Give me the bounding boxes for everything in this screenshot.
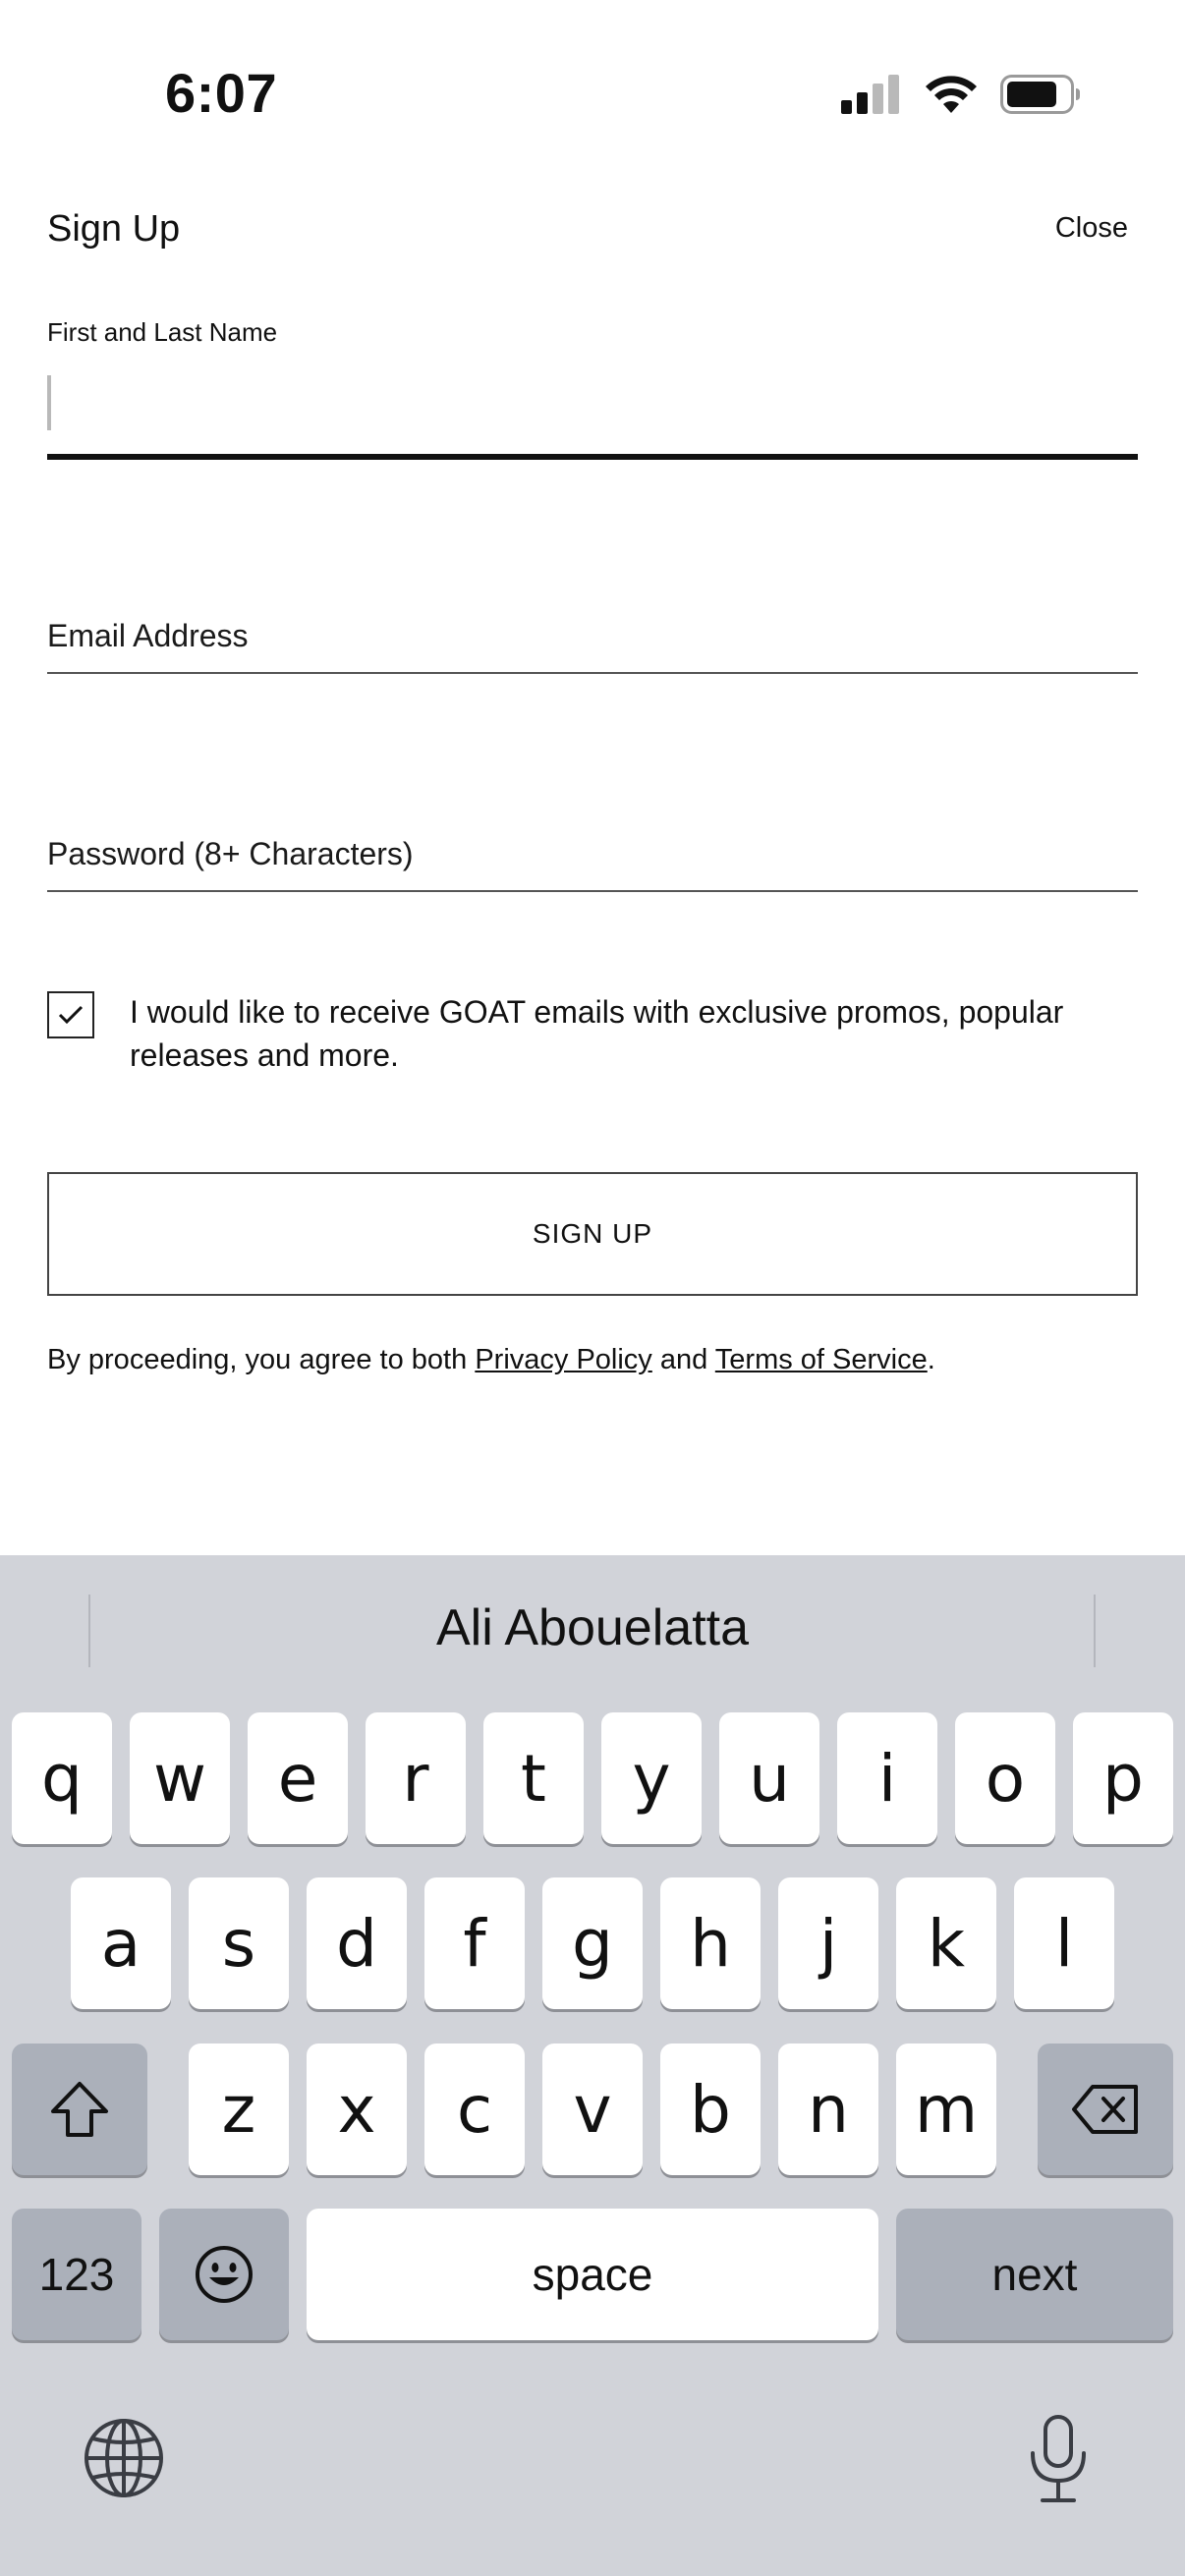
key-c[interactable]: c <box>424 2044 525 2175</box>
numbers-key[interactable]: 123 <box>12 2209 141 2340</box>
name-field-underline <box>47 454 1138 460</box>
key-o[interactable]: o <box>955 1712 1055 1844</box>
suggestion-divider-right <box>1094 1595 1096 1667</box>
key-w[interactable]: w <box>130 1712 230 1844</box>
status-time: 6:07 <box>165 62 278 124</box>
shift-arrow-icon <box>49 2080 110 2139</box>
key-r[interactable]: r <box>366 1712 466 1844</box>
suggestion-bar <box>0 1555 1185 1703</box>
key-s[interactable]: s <box>189 1877 289 2009</box>
legal-suffix: . <box>927 1344 935 1375</box>
key-x[interactable]: x <box>307 2044 407 2175</box>
key-k[interactable]: k <box>896 1877 996 2009</box>
key-v[interactable]: v <box>542 2044 643 2175</box>
key-t[interactable]: t <box>483 1712 584 1844</box>
key-i[interactable]: i <box>837 1712 937 1844</box>
key-y[interactable]: y <box>601 1712 702 1844</box>
key-d[interactable]: d <box>307 1877 407 2009</box>
key-m[interactable]: m <box>896 2044 996 2175</box>
autofill-suggestion[interactable]: Ali Abouelatta <box>435 1599 750 1656</box>
status-icons <box>841 73 1081 116</box>
microphone-icon[interactable] <box>1027 2414 1090 2504</box>
page-title: Sign Up <box>47 208 181 250</box>
key-g[interactable]: g <box>542 1877 643 2009</box>
key-u[interactable]: u <box>719 1712 819 1844</box>
close-button[interactable]: Close <box>1054 212 1128 244</box>
emoji-icon <box>194 2244 254 2305</box>
name-input[interactable] <box>47 364 1138 454</box>
backspace-icon <box>1071 2084 1140 2135</box>
newsletter-label: I would like to receive GOAT emails with exclusive promos, popular releases and more. <box>130 994 1064 1073</box>
sign-up-button[interactable]: SIGN UP <box>47 1172 1138 1296</box>
next-key[interactable]: next <box>896 2209 1173 2340</box>
key-f[interactable]: f <box>424 1877 525 2009</box>
globe-icon[interactable] <box>83 2417 165 2499</box>
email-field-underline <box>47 672 1138 674</box>
legal-middle: and <box>651 1344 715 1375</box>
newsletter-checkbox[interactable] <box>47 991 94 1038</box>
password-field-underline <box>47 890 1138 892</box>
shift-key[interactable] <box>12 2044 147 2175</box>
checkmark-icon <box>57 1003 85 1027</box>
name-field-label: First and Last Name <box>47 317 278 347</box>
privacy-policy-link[interactable]: Privacy Policy <box>475 1344 652 1375</box>
key-l[interactable]: l <box>1014 1877 1114 2009</box>
terms-of-service-link[interactable]: Terms of Service <box>714 1344 928 1375</box>
keyboard <box>0 1555 1185 2576</box>
key-z[interactable]: z <box>189 2044 289 2175</box>
legal-prefix: By proceeding, you agree to both <box>47 1344 476 1375</box>
battery-icon <box>1000 75 1081 114</box>
text-cursor <box>47 375 51 430</box>
delete-key[interactable] <box>1038 2044 1173 2175</box>
cellular-signal-icon <box>841 75 902 114</box>
legal-text <box>47 1344 935 1376</box>
key-q[interactable]: q <box>12 1712 112 1844</box>
key-h[interactable]: h <box>660 1877 761 2009</box>
wifi-icon <box>924 74 979 115</box>
key-b[interactable]: b <box>660 2044 761 2175</box>
emoji-key[interactable] <box>159 2209 289 2340</box>
key-a[interactable]: a <box>71 1877 171 2009</box>
key-j[interactable]: j <box>778 1877 878 2009</box>
key-e[interactable]: e <box>248 1712 348 1844</box>
email-field[interactable]: Email Address <box>47 618 249 653</box>
key-n[interactable]: n <box>778 2044 878 2175</box>
password-field[interactable]: Password (8+ Characters) <box>47 836 414 871</box>
space-key[interactable]: space <box>307 2209 878 2340</box>
key-p[interactable]: p <box>1073 1712 1173 1844</box>
